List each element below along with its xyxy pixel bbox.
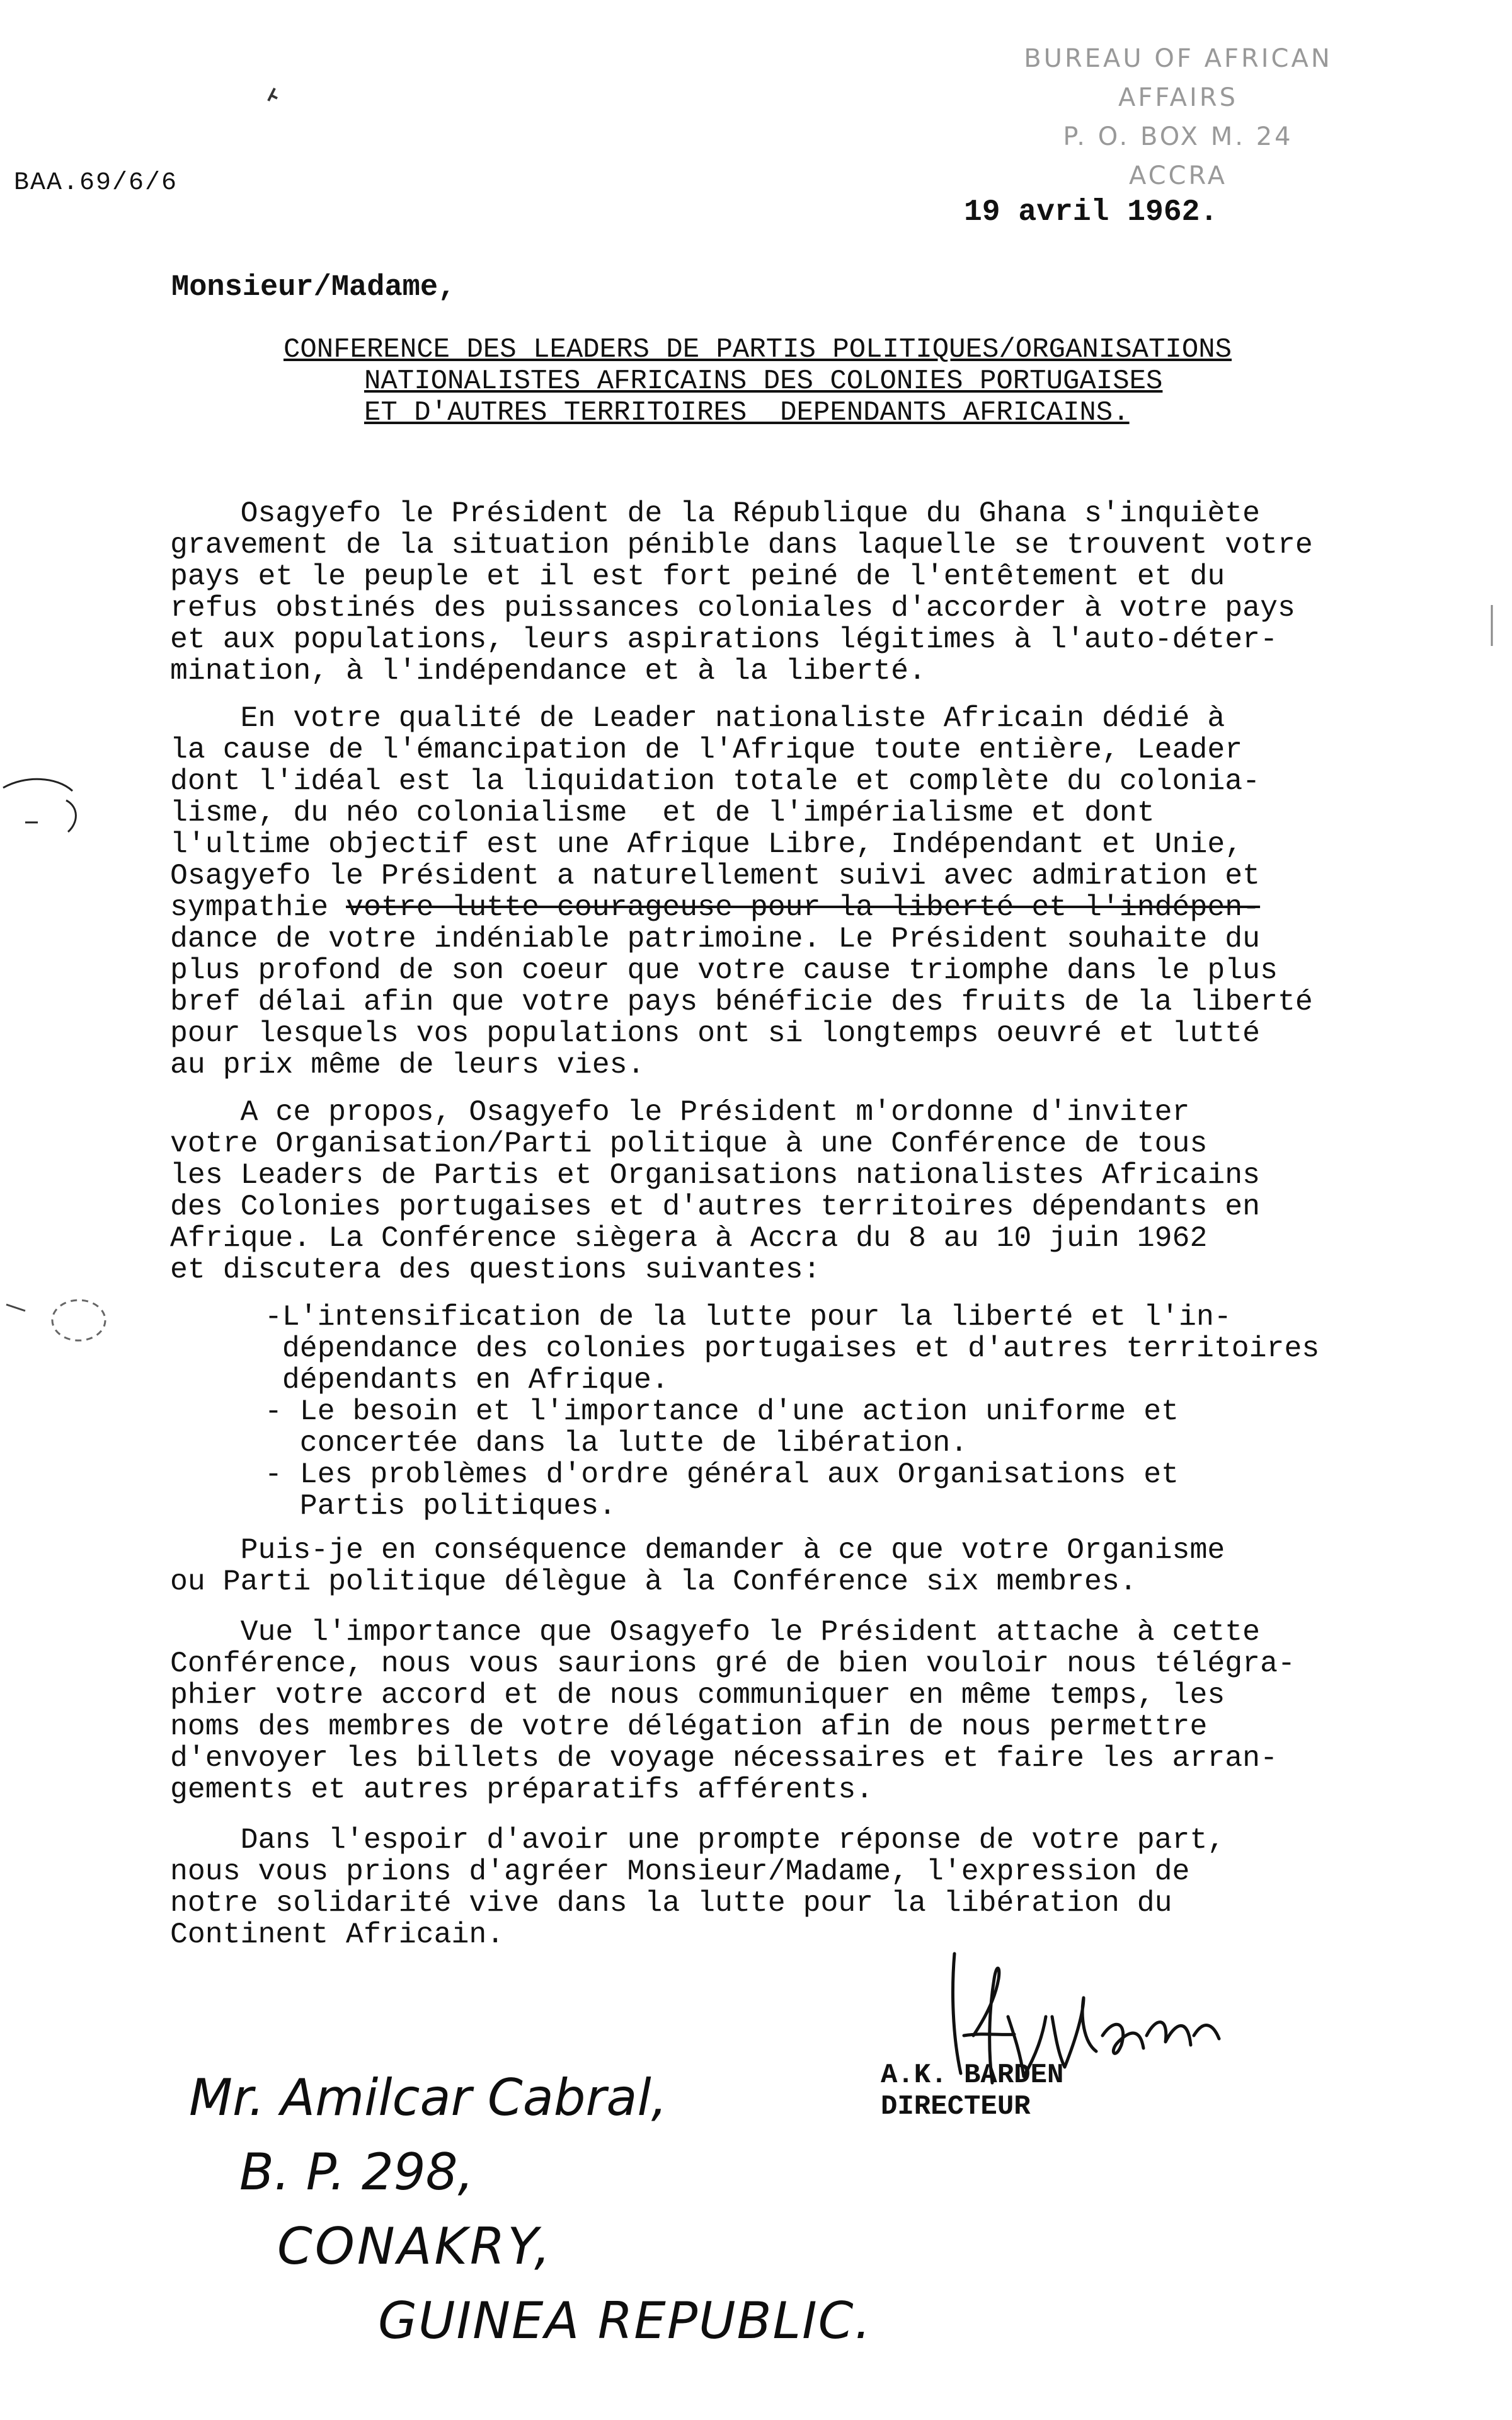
text-line: Afrique. La Conférence siègera à Accra du 8 au 10 juin 1962 bbox=[170, 1221, 1208, 1255]
text-line: notre solidarité vive dans la lutte pour la libération du bbox=[170, 1886, 1172, 1920]
text-line: mination, à l'indépendance et à la liberté. bbox=[170, 654, 926, 688]
address-line: CONAKRY, bbox=[277, 2217, 553, 2276]
paragraph-3 bbox=[170, 1097, 1443, 1286]
agenda-item-line: - Les problèmes d'ordre général aux Organisations et bbox=[265, 1458, 1179, 1491]
text-line: phier votre accord et de nous communiquer en même temps, les bbox=[170, 1678, 1225, 1712]
letter-date: 19 avril 1962. bbox=[964, 195, 1218, 229]
text-line: Vue l'importance que Osagyefo le Président attache à cette bbox=[170, 1615, 1261, 1649]
text-line: noms des membres de votre délégation afin de nous permettre bbox=[170, 1710, 1208, 1743]
stamp-line: ACCRA bbox=[1128, 161, 1228, 190]
agenda-item-line: dépendants en Afrique. bbox=[265, 1363, 669, 1397]
text-line: pays et le peuple et il est fort peiné de l'entêtement et du bbox=[170, 560, 1225, 593]
handwritten-address bbox=[189, 2061, 914, 2358]
agenda-item-line: - Le besoin et l'importance d'une action uniforme et bbox=[265, 1395, 1179, 1428]
office-stamp bbox=[970, 39, 1386, 195]
margin-mark bbox=[1486, 602, 1498, 652]
text-line: plus profond de son coeur que votre cause triomphe dans le plus bbox=[170, 954, 1278, 987]
punch-hole-mark bbox=[0, 763, 88, 844]
subject-heading bbox=[284, 334, 1455, 429]
text-line: et aux populations, leurs aspirations légitimes à l'auto-déter- bbox=[170, 623, 1278, 656]
text-line: Osagyefo le Président de la République du Ghana s'inquiète bbox=[170, 497, 1261, 530]
subject-line: CONFERENCE DES LEADERS DE PARTIS POLITIQUES/ORGANISATIONS bbox=[284, 334, 1232, 366]
text-line: dance de votre indéniable patrimoine. Le Président souhaite du bbox=[170, 922, 1261, 955]
text-fragment: sympathie bbox=[170, 890, 346, 924]
text-line: bref délai afin que votre pays bénéficie des fruits de la liberté bbox=[170, 985, 1313, 1018]
punch-hole-mark bbox=[0, 1286, 107, 1355]
salutation: Monsieur/Madame, bbox=[171, 271, 456, 304]
text-line: Continent Africain. bbox=[170, 1918, 505, 1951]
agenda-item-line: -L'intensification de la lutte pour la liberté et l'in- bbox=[265, 1300, 1232, 1334]
text-line: refus obstinés des puissances coloniales d'accorder à votre pays bbox=[170, 591, 1295, 625]
text-line: et discutera des questions suivantes: bbox=[170, 1253, 821, 1286]
text-line: gravement de la situation pénible dans laquelle se trouvent votre bbox=[170, 528, 1313, 562]
agenda-item-line: concertée dans la lutte de libération. bbox=[265, 1426, 968, 1460]
subject-line: NATIONALISTES AFRICAINS DES COLONIES PORTUGAISES bbox=[364, 366, 1163, 397]
text-line: Osagyefo le Président a naturellement suivi avec admiration et bbox=[170, 859, 1261, 892]
paragraph-2 bbox=[170, 703, 1443, 1081]
text-line: dont l'idéal est la liquidation totale et complète du colonia- bbox=[170, 764, 1261, 798]
subject-line: ET D'AUTRES TERRITOIRES DEPENDANTS AFRICAINS. bbox=[364, 397, 1130, 429]
text-line: Puis-je en conséquence demander à ce que votre Organisme bbox=[170, 1533, 1225, 1567]
text-line: votre Organisation/Parti politique à une Conférence de tous bbox=[170, 1127, 1208, 1160]
signer-name: A.K. BARDEN bbox=[881, 2060, 1064, 2091]
text-line: ou Parti politique délègue à la Conférence six membres. bbox=[170, 1565, 1137, 1598]
agenda-list bbox=[265, 1301, 1462, 1522]
text-line: l'ultime objectif est une Afrique Libre, Indépendant et Unie, bbox=[170, 827, 1243, 861]
address-line: GUINEA REPUBLIC. bbox=[378, 2291, 872, 2350]
text-line: des Colonies portugaises et d'autres territoires dépendants en bbox=[170, 1190, 1261, 1223]
text-line: pour lesquels vos populations ont si longtemps oeuvré et lutté bbox=[170, 1017, 1261, 1050]
stamp-line: BUREAU OF AFRICAN AFFAIRS bbox=[1024, 44, 1332, 112]
text-line: nous vous prions d'agréer Monsieur/Madame, l'expression de bbox=[170, 1855, 1190, 1888]
pen-mark bbox=[263, 82, 282, 107]
text-line: lisme, du néo colonialisme et de l'impérialisme et dont bbox=[170, 796, 1155, 829]
text-line: les Leaders de Partis et Organisations nationalistes Africains bbox=[170, 1158, 1261, 1192]
text-line-with-strikethrough bbox=[170, 892, 1443, 923]
text-line: gements et autres préparatifs afférents. bbox=[170, 1773, 874, 1806]
stamp-line: P. O. BOX M. 24 bbox=[1063, 122, 1293, 151]
reference-number: BAA.69/6/6 bbox=[14, 169, 178, 197]
address-line: Mr. Amilcar Cabral, bbox=[189, 2068, 668, 2127]
address-line: B. P. 298, bbox=[239, 2143, 474, 2201]
text-line: A ce propos, Osagyefo le Président m'ordonne d'inviter bbox=[170, 1095, 1190, 1129]
struck-text: votre lutte courageuse pour la liberté et l'indépen- bbox=[346, 890, 1261, 924]
paragraph-5 bbox=[170, 1616, 1443, 1806]
agenda-item-line: dépendance des colonies portugaises et d'autres territoires bbox=[265, 1332, 1320, 1365]
paragraph-4 bbox=[170, 1535, 1443, 1598]
text-line: au prix même de leurs vies. bbox=[170, 1048, 645, 1081]
text-line: En votre qualité de Leader nationaliste Africain dédié à bbox=[170, 701, 1225, 735]
paragraph-6 bbox=[170, 1824, 1443, 1950]
signer-title: DIRECTEUR bbox=[881, 2091, 1031, 2123]
text-line: Dans l'espoir d'avoir une prompte réponse de votre part, bbox=[170, 1823, 1225, 1857]
text-line: la cause de l'émancipation de l'Afrique toute entière, Leader bbox=[170, 733, 1243, 766]
paragraph-1 bbox=[170, 498, 1443, 687]
text-line: d'envoyer les billets de voyage nécessaires et faire les arran- bbox=[170, 1741, 1278, 1775]
text-line: Conférence, nous vous saurions gré de bien vouloir nous télégra- bbox=[170, 1647, 1295, 1680]
agenda-item-line: Partis politiques. bbox=[265, 1489, 617, 1523]
